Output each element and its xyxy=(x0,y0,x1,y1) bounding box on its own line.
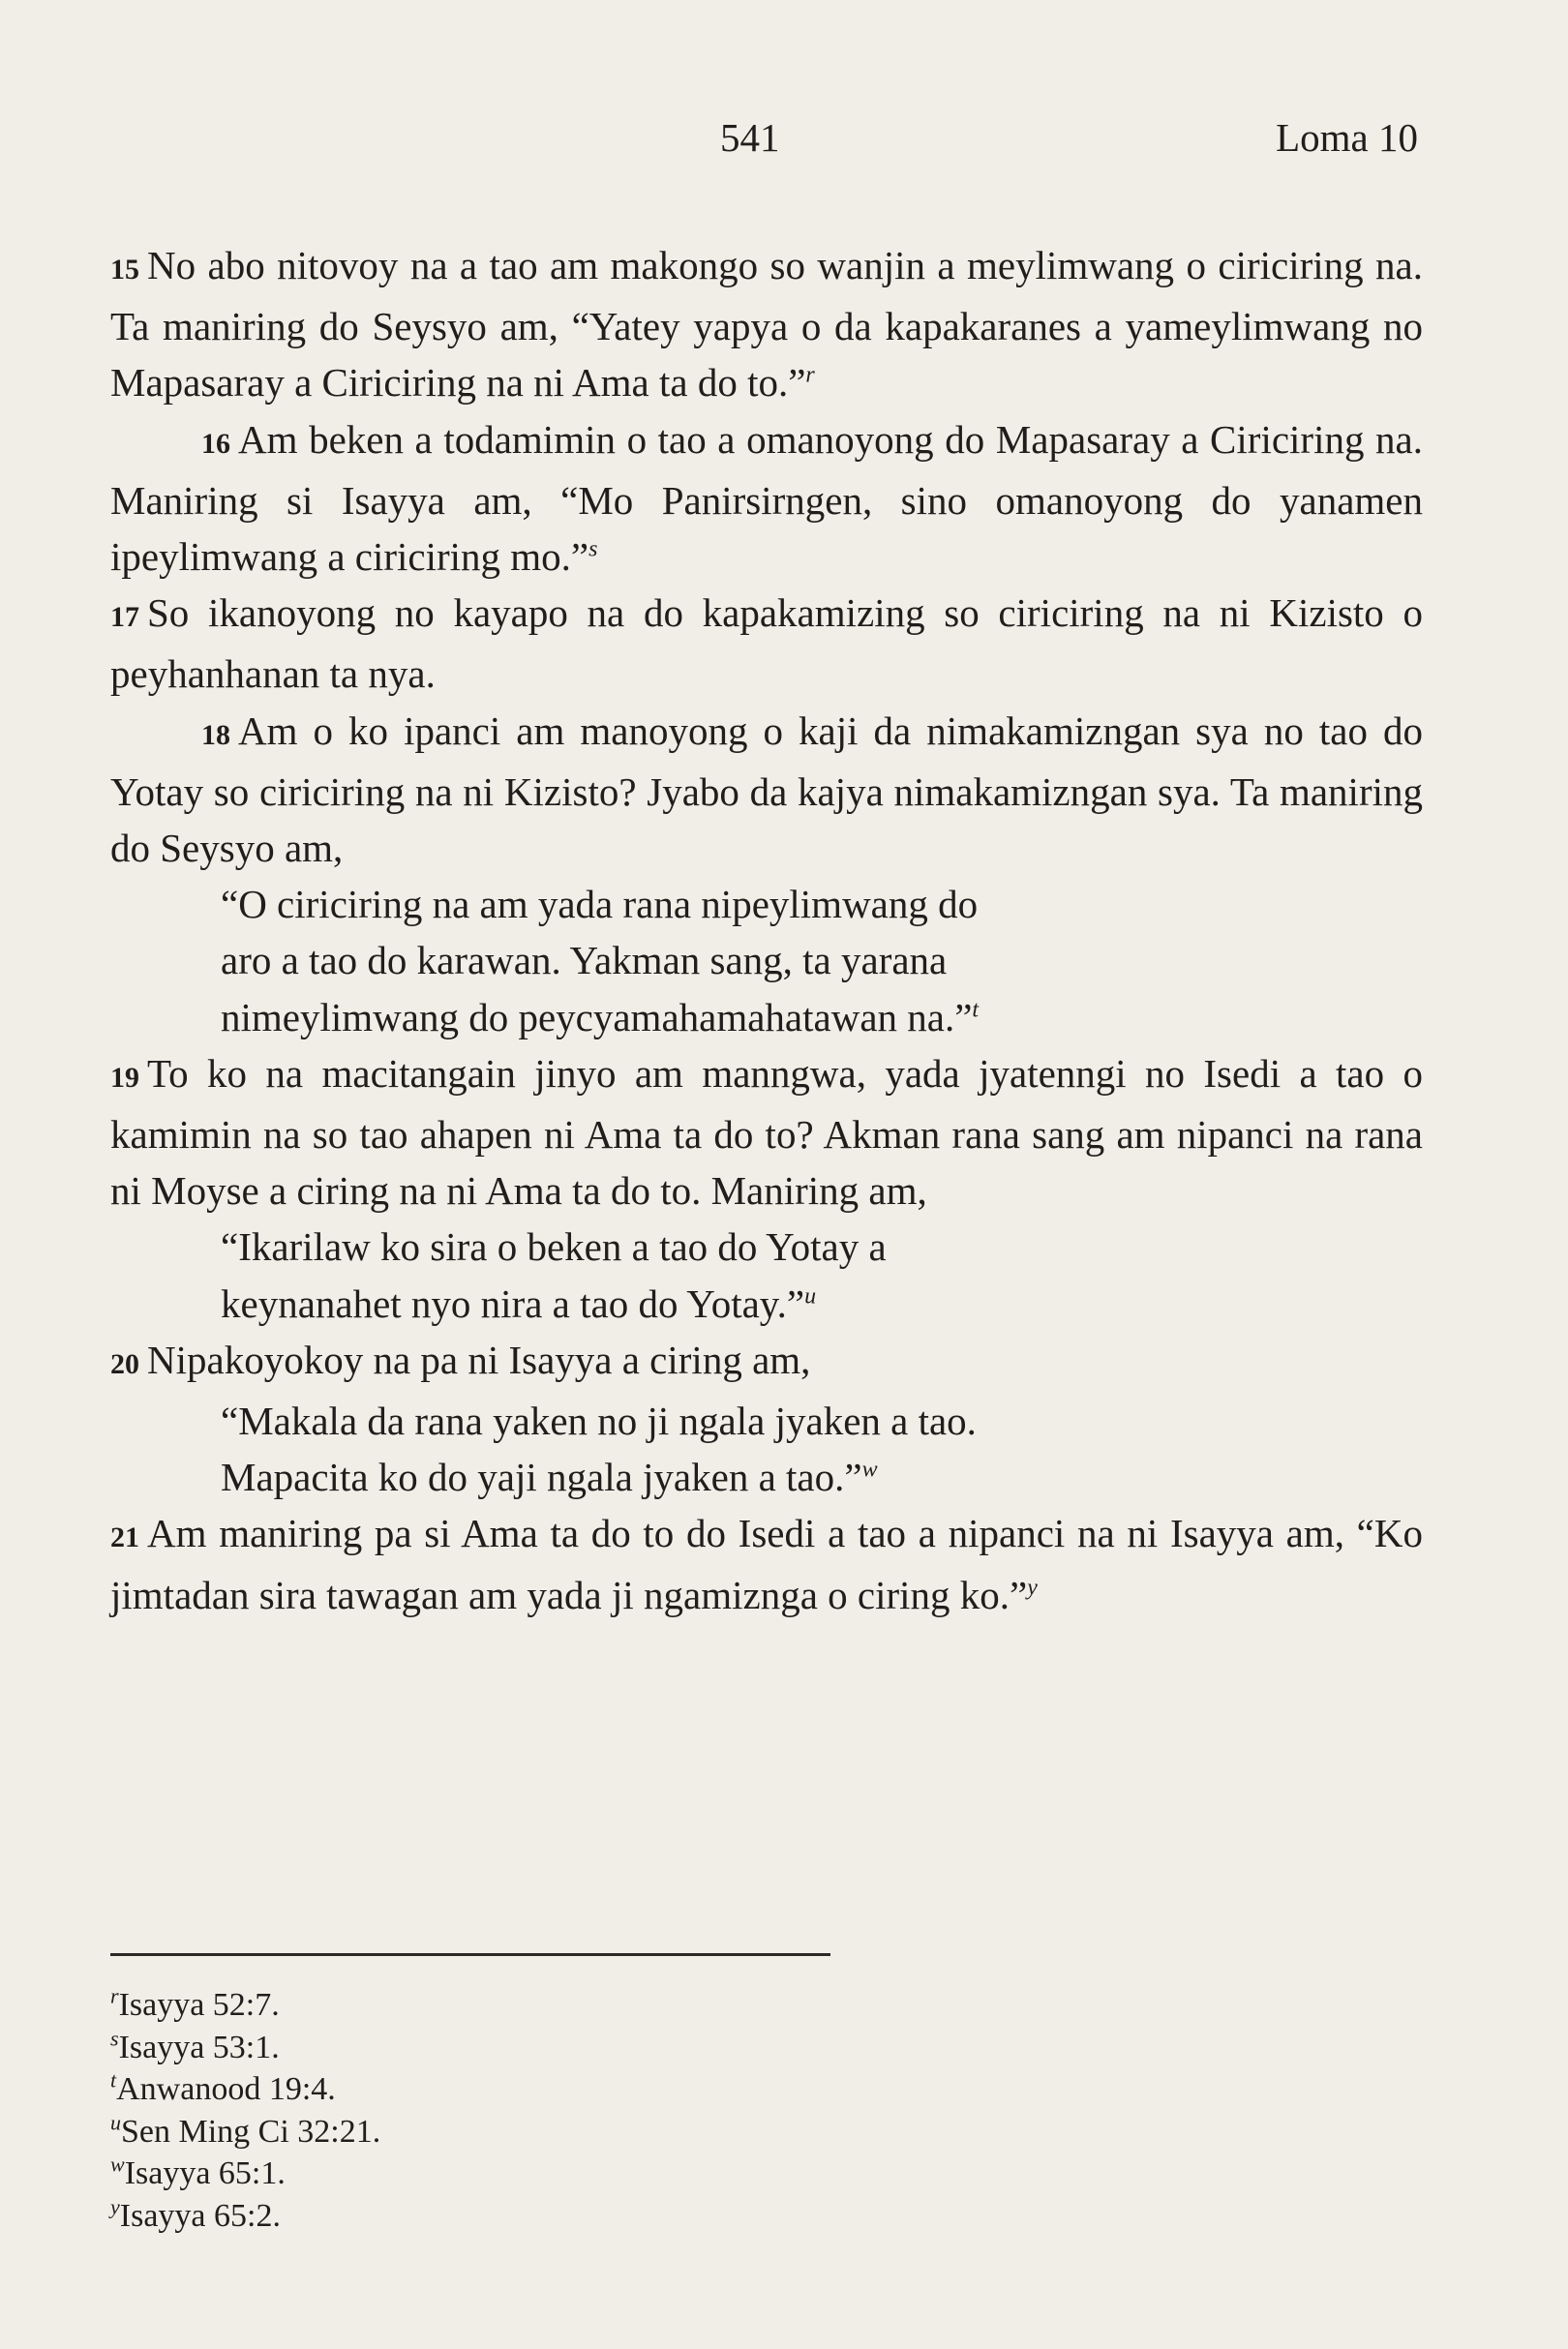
quote-line xyxy=(110,876,1423,932)
footnote-mark: r xyxy=(110,1983,119,2008)
footnote xyxy=(110,1984,885,2027)
verse xyxy=(110,1332,1423,1393)
verse-text: So ikanoyong no kayapo na do kapakamizing so ciriciring na ni Kizisto o peyhanhanan ta nya. xyxy=(110,590,1423,697)
verse-text: Am o ko ipanci am manoyong o kaji da nimakamizngan sya no tao do Yotay so ciriciring na ni Kizisto? Jyabo da kajya nimakamizngan sya. Ta maniring do Seysyo am, xyxy=(110,708,1423,871)
verse-number: 15 xyxy=(110,254,139,286)
verse-number: 19 xyxy=(110,1061,139,1094)
footnote-divider xyxy=(110,1953,830,1956)
footnote-ref[interactable]: w xyxy=(861,1457,878,1483)
footnote-mark: u xyxy=(110,2110,121,2135)
verse-text: To ko na macitangain jinyo am manngwa, yada jyatenngi no Isedi a tao o kamimin na so tao ahapen ni Ama ta do to? Akman rana sang am nipanci na rana ni Moyse a ciring na ni Ama ta do to. Maniring am, xyxy=(110,1050,1423,1214)
quote-text: keynanahet nyo nira a tao do Yotay.” xyxy=(221,1280,805,1326)
quote-line xyxy=(110,932,1423,988)
quote-text: Mapacita ko do yaji ngala jyaken a tao.” xyxy=(221,1455,862,1500)
verse-number: 18 xyxy=(201,718,230,751)
footnote-text: Isayya 65:2. xyxy=(119,2197,281,2234)
footnote xyxy=(110,2195,885,2238)
footnote-text: Sen Ming Ci 32:21. xyxy=(121,2113,381,2150)
footnote-mark: y xyxy=(110,2194,120,2219)
quote-text: “Makala da rana yaken no ji ngala jyaken a tao. xyxy=(221,1399,977,1444)
verse xyxy=(110,1045,1423,1220)
footnote-ref[interactable]: t xyxy=(972,996,980,1022)
quote-line xyxy=(110,1276,1423,1332)
footnotes xyxy=(110,1984,885,2237)
running-head: Loma 10 xyxy=(1276,115,1418,160)
quote-line xyxy=(110,989,1423,1045)
footnote-text: Anwanood 19:4. xyxy=(116,2071,336,2107)
verse-text: Am beken a todamimin o tao a omanoyong do Mapasaray a Ciriciring na. Maniring si Isayya am, “Mo Panirsirngen, sino omanoyong do yanamen ipeylimwang a ciriciring mo.” xyxy=(110,416,1423,580)
footnote xyxy=(110,2153,885,2195)
footnote-text: Isayya 65:1. xyxy=(124,2155,286,2191)
footnote-ref[interactable]: s xyxy=(588,536,598,562)
quote-text: “O ciriciring na am yada rana nipeylimwang do xyxy=(221,882,979,927)
verse-number: 17 xyxy=(110,601,139,634)
footnote-ref[interactable]: u xyxy=(804,1283,817,1309)
verse xyxy=(110,411,1423,586)
quote-text: nimeylimwang do peycyamahamahatawan na.” xyxy=(221,994,973,1039)
page-number: 541 xyxy=(720,115,780,160)
page-header xyxy=(0,114,1568,172)
footnote xyxy=(110,2068,885,2111)
footnote-mark: t xyxy=(110,2067,117,2093)
verse-text: No abo nitovoy na a tao am makongo so wanjin a meylimwang o ciriciring na. Ta maniring do Seysyo am, “Yatey yapya o da kapakaranes a yameylimwang no Mapasaray a Ciriciring na ni Ama ta do to.” xyxy=(110,243,1423,406)
verse-number: 21 xyxy=(110,1521,139,1554)
verse xyxy=(110,585,1423,702)
footnote-mark: s xyxy=(110,2026,119,2051)
chapter-body xyxy=(110,237,1423,1623)
quote-text: “Ikarilaw ko sira o beken a tao do Yotay a xyxy=(221,1224,887,1270)
footnote xyxy=(110,2111,885,2153)
verse xyxy=(110,1505,1423,1622)
quote-line xyxy=(110,1393,1423,1449)
footnote xyxy=(110,2027,885,2069)
verse xyxy=(110,703,1423,877)
footnote-text: Isayya 53:1. xyxy=(118,2029,280,2065)
verse-text: Nipakoyokoy na pa ni Isayya a ciring am, xyxy=(147,1337,811,1382)
verse-text: Am maniring pa si Ama ta do to do Isedi a tao a nipanci na ni Isayya am, “Ko jimtadan sira tawagan am yada ji ngamiznga o ciring ko.” xyxy=(110,1511,1423,1617)
footnote-ref[interactable]: y xyxy=(1027,1575,1038,1601)
footnote-mark: w xyxy=(110,2152,125,2177)
footnote-ref[interactable]: r xyxy=(805,362,815,388)
verse xyxy=(110,237,1423,411)
quote-line xyxy=(110,1449,1423,1505)
quote-text: aro a tao do karawan. Yakman sang, ta yarana xyxy=(221,938,948,983)
quote-line xyxy=(110,1219,1423,1275)
verse-number: 20 xyxy=(110,1347,139,1380)
verse-number: 16 xyxy=(201,427,230,460)
footnote-text: Isayya 52:7. xyxy=(118,1987,280,2023)
